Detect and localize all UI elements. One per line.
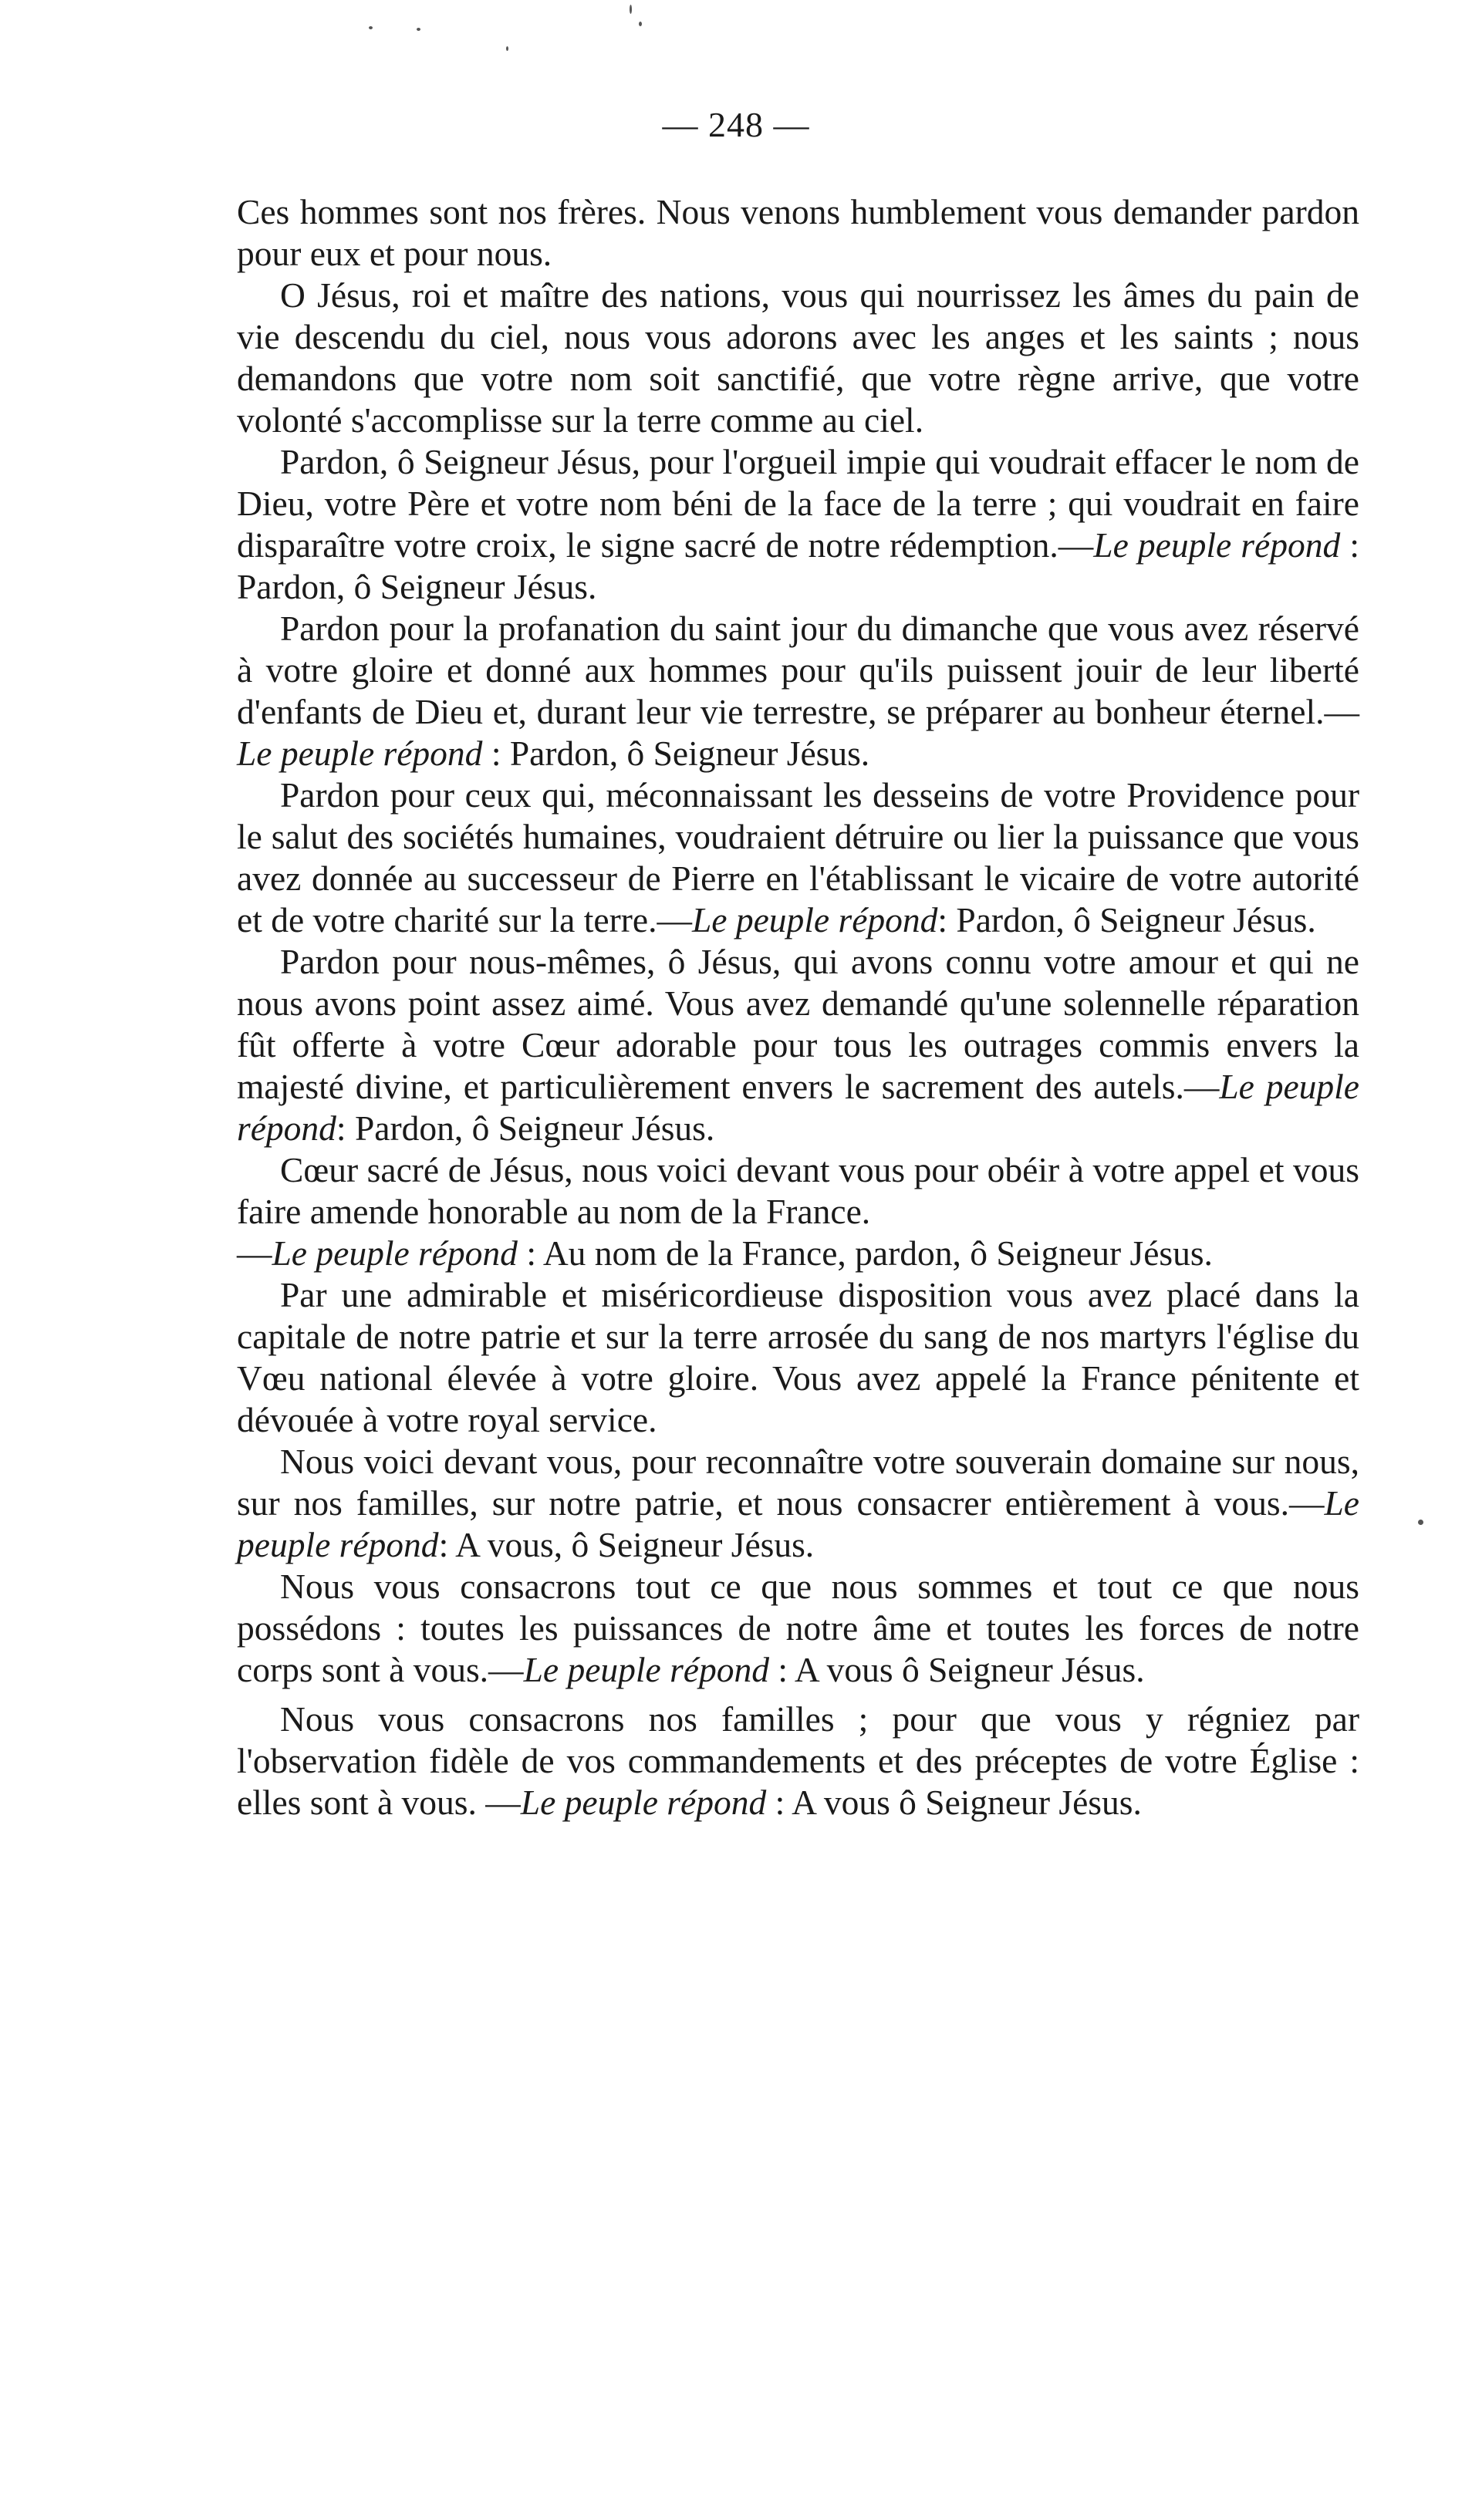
response-label: Le peuple répond <box>1093 525 1341 565</box>
response-label: Le peuple répond <box>691 900 938 940</box>
response-separator: : <box>517 1233 543 1273</box>
response-text: Au nom de la France, pardon, ô Seigneur Jésus. <box>542 1233 1213 1273</box>
paragraph-text: Par une admirable et miséricordieuse disposition vous avez placé dans la capitale de notre patrie et sur la terre arrosée du sang de nos martyrs l'église du Vœu national élevée à votre gloire. Vous avez appelé la France pénitente et dévouée à votre royal service. <box>237 1275 1359 1439</box>
response-separator: : <box>1340 525 1359 565</box>
paragraph-text: Pardon pour ceux qui, méconnaissant les desseins de votre Providence pour le salut des sociétés humaines, voudraient détruire ou lier la puissance que vous avez donnée au successeur de Pierre en l'établissant le vicaire de votre autorité et de votre charité sur la terre.— <box>237 775 1359 940</box>
scan-speck <box>417 28 420 31</box>
paragraph <box>237 1441 1359 1566</box>
paragraph-text: Nous voici devant vous, pour reconnaître votre souverain domaine sur nous, sur nos familles, sur notre patrie, et nous consacrer entièrement à vous.— <box>237 1442 1359 1523</box>
paragraph-text: Nous vous consacrons tout ce que nous sommes et tout ce que nous possédons : toutes les puissances de notre âme et toutes les forces de notre corps sont à vous.— <box>237 1567 1359 1689</box>
paragraph <box>237 275 1359 441</box>
paragraph <box>237 1274 1359 1441</box>
response-separator: : <box>438 1525 456 1564</box>
response-separator: : <box>766 1783 792 1822</box>
scan-speck <box>506 46 508 51</box>
response-separator: : <box>336 1108 355 1148</box>
page-number: — 248 — <box>662 105 810 144</box>
response-separator: : <box>937 900 957 940</box>
paragraph <box>237 608 1359 774</box>
response-label: Le peuple répond <box>272 1233 518 1273</box>
paragraph <box>237 441 1359 608</box>
paragraph <box>237 1149 1359 1274</box>
response-separator: : <box>482 734 510 773</box>
scan-speck <box>369 26 373 29</box>
paragraph <box>237 941 1359 1149</box>
paragraph-text: Pardon pour la profanation du saint jour du dimanche que vous avez réservé à votre gloire et donné aux hommes pour qu'ils puissent jouir de leur liberté d'enfants de Dieu et, durant leur vie terrestre, se préparer au bonheur éternel.— <box>237 609 1359 731</box>
response-label: Le peuple répond <box>523 1650 769 1689</box>
body-text <box>237 191 1359 1823</box>
response-text: A vous ô Seigneur Jésus. <box>792 1783 1142 1822</box>
scan-speck <box>1418 1520 1423 1525</box>
paragraph-text: Ces hommes sont nos frères. Nous venons humblement vous demander pardon pour eux et pour nous. <box>237 192 1359 273</box>
response-label: Le peuple répond <box>237 1483 1359 1564</box>
response-text: A vous, ô Seigneur Jésus. <box>455 1525 815 1564</box>
response-text: A vous ô Seigneur Jésus. <box>794 1650 1145 1689</box>
paragraph-text: Pardon, ô Seigneur Jésus, pour l'orgueil impie qui voudrait effacer le nom de Dieu, votre Père et votre nom béni de la face de la terre ; qui voudrait en faire disparaître votre croix, le signe sacré de notre rédemption.— <box>237 442 1359 565</box>
paragraph <box>237 191 1359 275</box>
paragraph-text: O Jésus, roi et maître des nations, vous qui nourrissez les âmes du pain de vie descendu du ciel, nous vous adorons avec les anges et les saints ; nous demandons que votre nom soit sanctifié, que votre règne arrive, que votre volonté s'accomplisse sur la terre comme au ciel. <box>237 275 1359 440</box>
response-text: Pardon, ô Seigneur Jésus. <box>354 1108 715 1148</box>
scan-speck <box>639 22 642 26</box>
scan-speck <box>630 5 632 14</box>
paragraph <box>237 774 1359 941</box>
response-label: Le peuple répond <box>237 734 483 773</box>
response-text: Pardon, ô Seigneur Jésus. <box>956 900 1316 940</box>
response-text: Pardon, ô Seigneur Jésus. <box>237 567 597 606</box>
paragraph-text: Nous vous consacrons nos familles ; pour que vous y régniez par l'observation fidèle de vos commandements et des préceptes de votre Église : elles sont à vous. — <box>237 1699 1359 1822</box>
response-label: Le peuple répond <box>237 1067 1359 1148</box>
paragraph <box>237 1699 1359 1823</box>
response-dash: — <box>237 1233 272 1273</box>
paragraph <box>237 1566 1359 1691</box>
paragraph-text: Pardon pour nous-mêmes, ô Jésus, qui avons connu votre amour et qui ne nous avons point assez aimé. Vous avez demandé qu'une solennelle réparation fût offerte à votre Cœur adorable pour tous les outrages commis envers la majesté divine, et particulièrement envers le sacrement des autels.— <box>237 942 1359 1106</box>
response-text: Pardon, ô Seigneur Jésus. <box>509 734 870 773</box>
paragraph-text: Cœur sacré de Jésus, nous voici devant vous pour obéir à votre appel et vous faire amende honorable au nom de la France. <box>237 1150 1359 1231</box>
response-separator: : <box>769 1650 795 1689</box>
response-label: Le peuple répond <box>520 1783 767 1822</box>
